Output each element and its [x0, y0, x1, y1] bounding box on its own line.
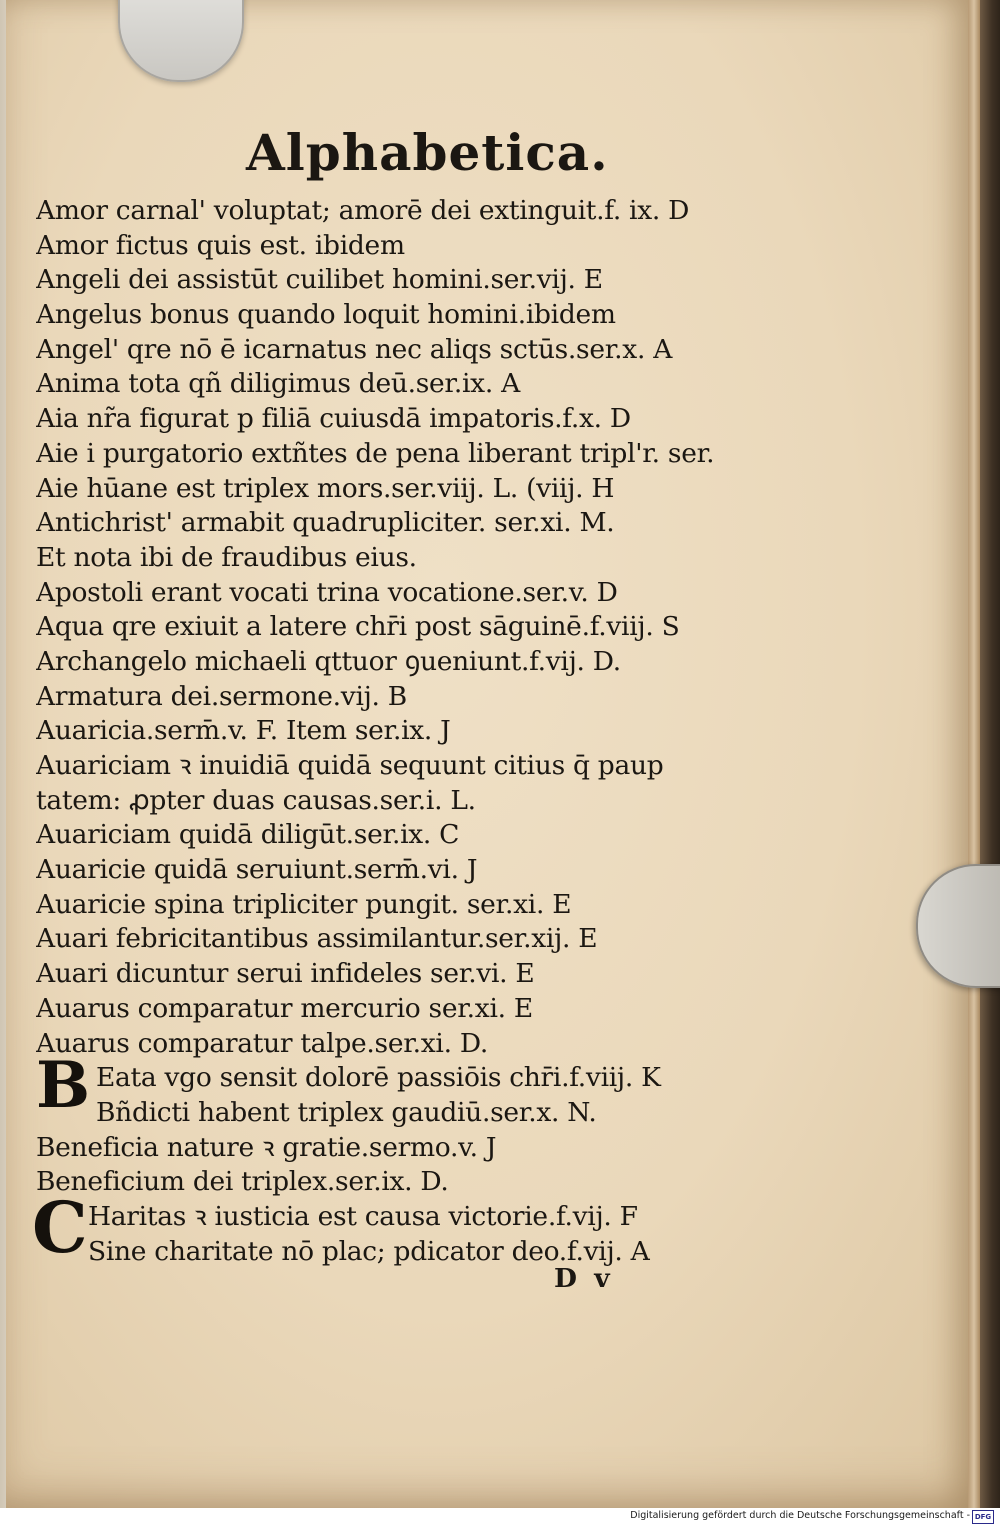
drop-initial-c: C	[32, 1186, 88, 1269]
index-entry: Auaricie spina tripliciter pungit. ser.xi. E	[36, 888, 572, 920]
page-heading: Alphabetica.	[246, 123, 609, 182]
index-entry: Beneficia nature ꝛ gratie.sermo.v. J	[36, 1131, 497, 1163]
index-entry: Aqua qre exiuit a latere chr̄i post sāguinē.f.viij. S	[36, 611, 680, 643]
index-entry: Auariciam quidā diligūt.ser.ix. C	[36, 819, 460, 851]
index-entry: Antichrist' armabit quadrupliciter. ser.xi. M.	[36, 507, 615, 539]
index-entry: Eata vgo sensit dolorē passiōis chr̄i.f.viij. K	[96, 1062, 661, 1094]
book-cover-board	[980, 0, 1000, 1508]
index-entry: Aie i purgatorio extñtes de pena liberant tripl'r. ser.	[36, 437, 715, 469]
signature-mark: D v	[554, 1263, 614, 1294]
index-entry: Aie hūane est triplex mors.ser.viij. L. (viij. H	[36, 472, 615, 504]
index-entry: Haritas ꝛ iusticia est causa victorie.f.vij. F	[88, 1200, 638, 1232]
index-entry: Auaricie quidā seruiunt.serm̄.vi. J	[36, 854, 478, 886]
index-entry: Angelus bonus quando loquit homini.ibidem	[36, 299, 616, 331]
index-entry: Anima tota qñ diligimus deū.ser.ix. A	[36, 368, 520, 400]
index-entry: Apostoli erant vocati trina vocatione.ser.v. D	[36, 576, 618, 608]
index-entry: Auari febricitantibus assimilantur.ser.xij. E	[36, 923, 598, 955]
index-entry: Amor fictus quis est. ibidem	[36, 229, 405, 261]
dfg-logo: DFG	[972, 1510, 994, 1524]
index-entry: Angeli dei assistūt cuilibet homini.ser.vij. E	[36, 264, 603, 296]
index-entry: Archangelo michaeli qttuor ꝯueniunt.f.vij. D.	[36, 645, 621, 677]
digitization-credit: Digitalisierung gefördert durch die Deutsche Forschungsgemeinschaft -	[630, 1510, 970, 1521]
page-edge	[968, 0, 980, 1508]
index-entry: Aia nr̃a figurat p filiā cuiusdā impatoris.f.x. D	[36, 403, 631, 435]
index-entries	[36, 194, 776, 1269]
index-entry: Auarus comparatur talpe.ser.xi. D.	[36, 1027, 488, 1059]
index-entry: Sine charitate nō plac; pdicator deo.f.vij. A	[88, 1235, 650, 1267]
index-entry: Amor carnal' voluptat; amorē dei extinguit.f. ix. D	[36, 195, 690, 226]
index-entry: Auarus comparatur mercurio ser.xi. E	[36, 992, 533, 1024]
index-entry: Et nota ibi de fraudibus eius.	[36, 541, 417, 573]
drop-initial-b: B	[36, 1048, 91, 1123]
index-entry: Auaricia.serm̄.v. F. Item ser.ix. J	[36, 715, 451, 747]
index-entry: Auariciam ꝛ inuidiā quidā sequunt citius q̄ paup	[36, 750, 664, 781]
index-entry: Beneficium dei triplex.ser.ix. D.	[36, 1166, 449, 1198]
index-entry: tatem: ꝓpter duas causas.ser.i. L.	[36, 784, 476, 816]
index-entry: Angel' qre nō ē icarnatus nec aliqs sctūs.ser.x. A	[36, 333, 673, 365]
index-entry: Bñdicti habent triplex gaudiū.ser.x. N.	[96, 1096, 597, 1128]
index-entry: Armatura dei.sermone.vij. B	[36, 680, 407, 712]
index-entry: Auari dicuntur serui infideles ser.vi. E	[36, 958, 535, 990]
